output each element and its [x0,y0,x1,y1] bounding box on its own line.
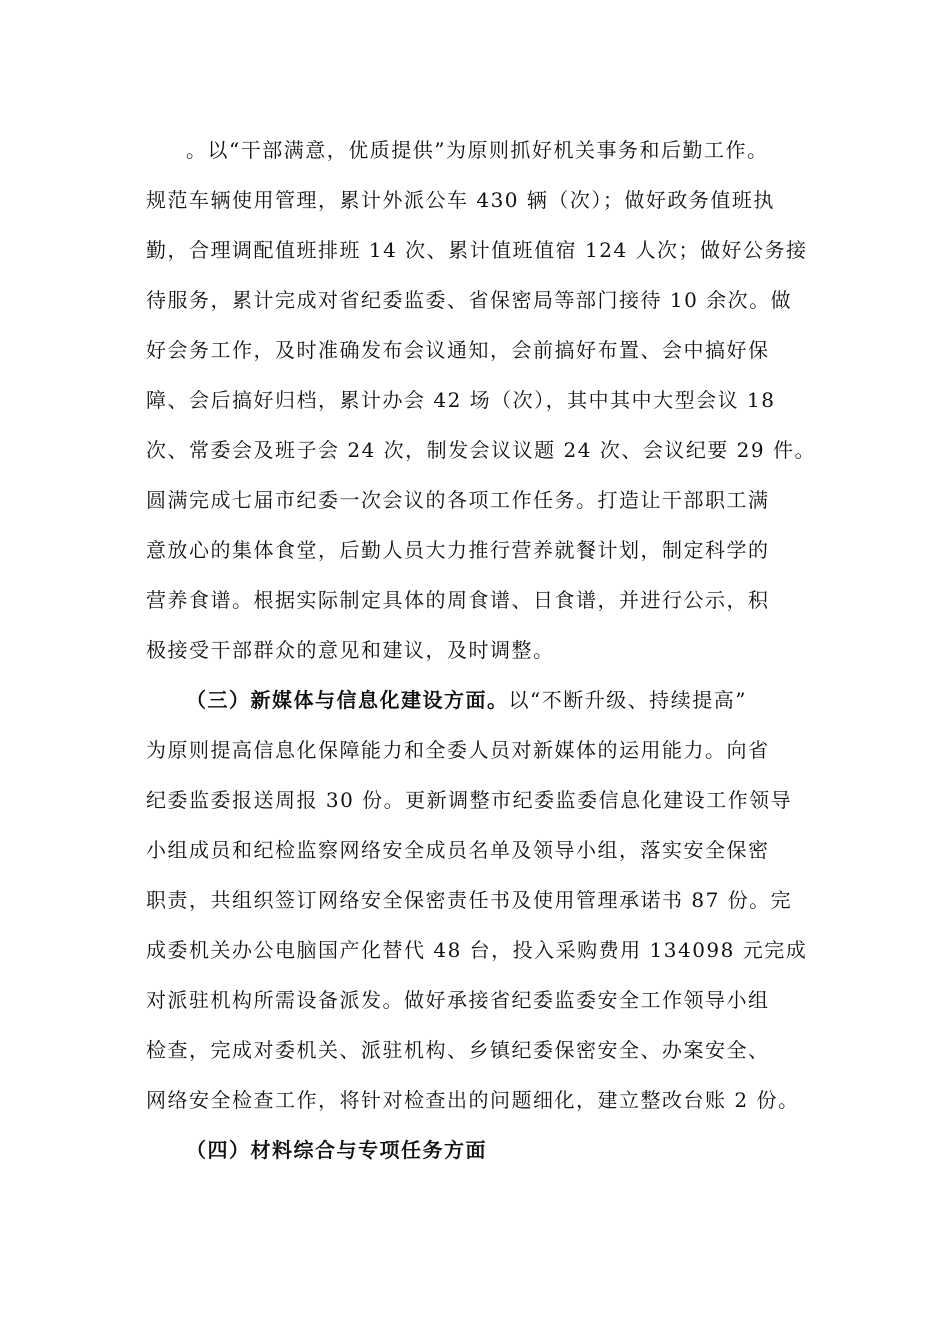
paragraph-1-line-11: 极接受干部群众的意见和建议，及时调整。 [146,638,555,662]
paragraph-1-line-2: 规范车辆使用管理，累计外派公车 430 辆（次）；做好政务值班执 [146,188,775,212]
paragraph-1-line-8: 圆满完成七届市纪委一次会议的各项工作任务。打造让干部职工满 [146,488,770,512]
section-3-line-6: 成委机关办公电脑国产化替代 48 台，投入采购费用 134098 元完成 [146,938,808,962]
section-3-first-line-text: 以“不断升级、持续提高” [508,688,747,712]
section-4-heading: （四）材料综合与专项任务方面 [186,1138,487,1162]
section-3-heading: （三）新媒体与信息化建设方面。 [186,688,509,712]
paragraph-1-line-5: 好会务工作，及时准确发布会议通知，会前搞好布置、会中搞好保 [146,338,770,362]
paragraph-1-line-9: 意放心的集体食堂，后勤人员大力推行营养就餐计划，制定科学的 [146,538,770,562]
section-3-line-3: 纪委监委报送周报 30 份。更新调整市纪委监委信息化建设工作领导 [146,788,793,812]
section-3-first-line [186,686,806,714]
section-3-line-9: 网络安全检查工作，将针对检查出的问题细化，建立整改台账 2 份。 [146,1088,800,1112]
paragraph-1-line-7: 次、常委会及班子会 24 次，制发会议议题 24 次、会议纪要 29 件。 [146,438,816,462]
paragraph-1-line-1: 。以“干部满意，优质提供”为原则抓好机关事务和后勤工作。 [186,138,769,162]
section-3-line-7: 对派驻机构所需设备派发。做好承接省纪委监委安全工作领导小组 [146,988,770,1012]
paragraph-1-line-6: 障、会后搞好归档，累计办会 42 场（次），其中其中大型会议 18 [146,388,776,412]
paragraph-1-line-10: 营养食谱。根据实际制定具体的周食谱、日食谱，并进行公示，积 [146,588,770,612]
paragraph-1-line-3: 勤，合理调配值班排班 14 次、累计值班值宿 124 人次；做好公务接 [146,238,808,262]
section-3-line-4: 小组成员和纪检监察网络安全成员名单及领导小组，落实安全保密 [146,838,770,862]
section-3-line-8: 检查，完成对委机关、派驻机构、乡镇纪委保密安全、办案安全、 [146,1038,770,1062]
section-3-line-2: 为原则提高信息化保障能力和全委人员对新媒体的运用能力。向省 [146,738,770,762]
section-3-line-5: 职责，共组织签订网络安全保密责任书及使用管理承诺书 87 份。完 [146,888,793,912]
paragraph-1-line-4: 待服务，累计完成对省纪委监委、省保密局等部门接待 10 余次。做 [146,288,793,312]
